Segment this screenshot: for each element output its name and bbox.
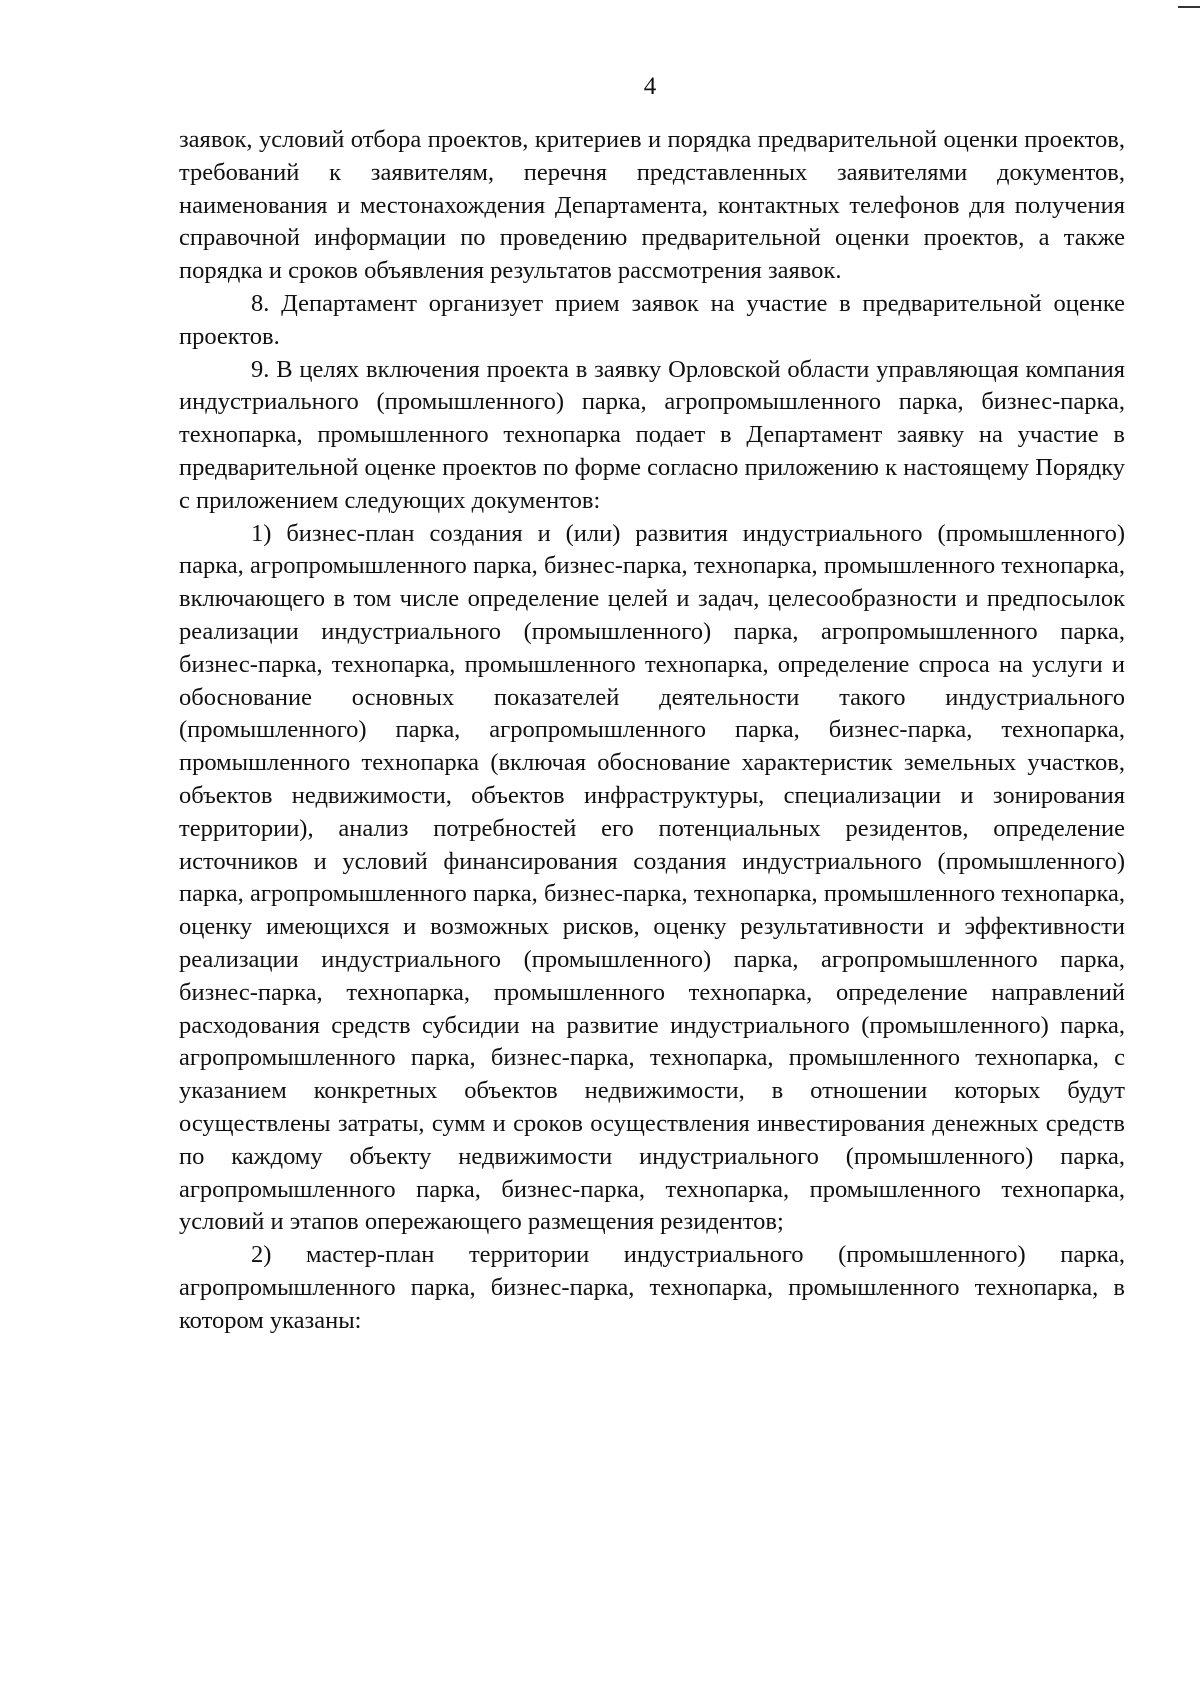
paragraph-item-8: 8. Департамент организует прием заявок на участие в предварительной оценке проектов. bbox=[179, 289, 1125, 350]
paragraph-continuation: заявок, условий отбора проектов, критериев и порядка предварительной оценки проектов, требований к заявителям, перечня представленных заявителями документов, наименования и местонахождения Департамента, контактных телефонов для получения справочной информации по проведению предварительной оценки проектов, а также порядка и сроков объявления результатов рассмотрения заявок. bbox=[179, 126, 1125, 285]
paragraph-item-9: 9. В целях включения проекта в заявку Орловской области управляющая компания индустриального (промышленного) парка, агропромышленного парка, бизнес-парка, технопарка, промышленного технопарка подает в Департамент заявку на участие в предварительной оценке проектов по форме согласно приложению к настоящему Порядку с приложением следующих документов: bbox=[179, 355, 1125, 514]
paragraph-subitem-1: 1) бизнес-план создания и (или) развития индустриального (промышленного) парка, агропромышленного парка, бизнес-парка, технопарка, промышленного технопарка, включающего в том числе определение целей и задач, целесообразности и предпосылок реализации индустриального (промышленного) парка, агропромышленного парка, бизнес-парка, технопарка, промышленного технопарка, определение спроса на услуги и обоснование основных показателей деятельности такого индустриального (промышленного) парка, агропромышленного парка, бизнес-парка, технопарка, промышленного технопарка (включая обоснование характеристик земельных участков, объектов недвижимости, объектов инфраструктуры, специализации и зонирования территории), анализ потребностей его потенциальных резидентов, определение источников и условий финансирования создания индустриального (промышленного) парка, агропромышленного парка, бизнес-парка, технопарка, промышленного технопарка, оценку имеющихся и возможных рисков, оценку результативности и эффективности реализации индустриального (промышленного) парка, агропромышленного парка, бизнес-парка, технопарка, промышленного технопарка, определение направлений расходования средств субсидии на развитие индустриального (промышленного) парка, агропромышленного парка, бизнес-парка, технопарка, промышленного технопарка, с указанием конкретных объектов недвижимости, в отношении которых будут осуществлены затраты, сумм и сроков осуществления инвестирования денежных средств по каждому объекту недвижимости индустриального (промышленного) парка, агропромышленного парка, бизнес-парка, технопарка, промышленного технопарка, условий и этапов опережающего размещения резидентов; bbox=[179, 519, 1125, 1236]
document-body bbox=[179, 124, 1125, 1337]
page-number: 4 bbox=[643, 73, 657, 100]
paragraph-subitem-2: 2) мастер-план территории индустриального (промышленного) парка, агропромышленного парка, бизнес-парка, технопарка, промышленного технопарка, в котором указаны: bbox=[179, 1241, 1125, 1334]
scan-edge-mark bbox=[1178, 6, 1200, 8]
